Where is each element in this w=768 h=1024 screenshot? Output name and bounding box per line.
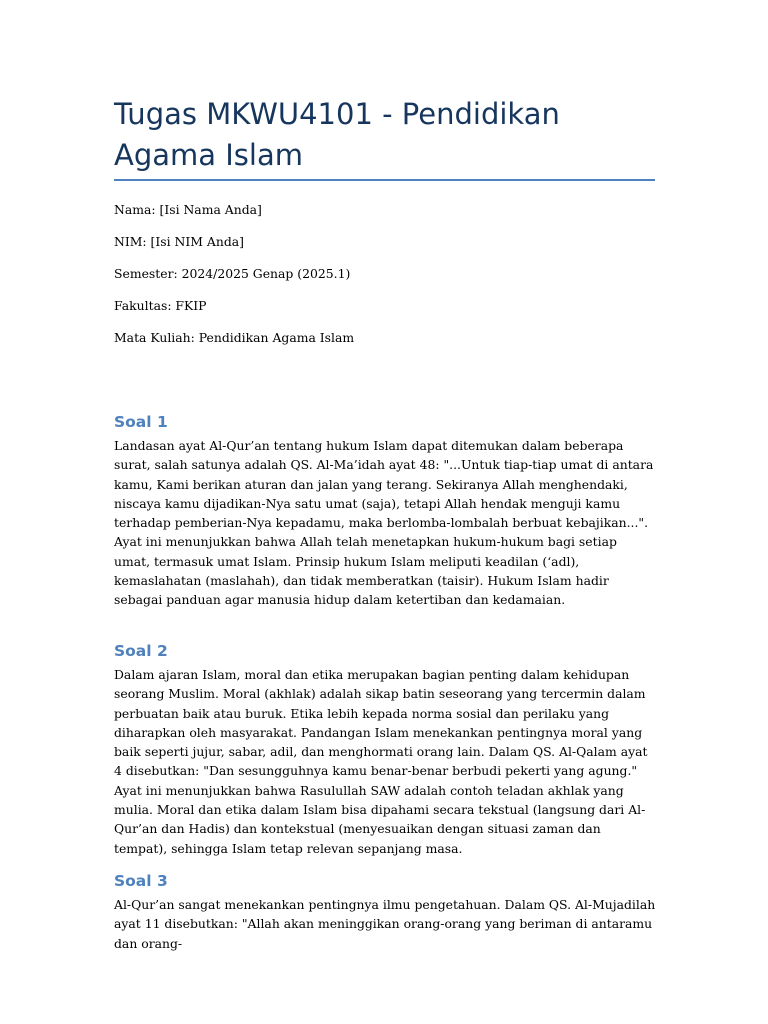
section-soal-1 [114, 412, 656, 610]
section-body: Landasan ayat Al-Qur’an tentang hukum Islam dapat ditemukan dalam beberapa surat, salah satunya adalah QS. Al-Ma’idah ayat 48: "...Untuk tiap-tiap umat di antara kamu, Kami berikan aturan dan jalan yang terang. Sekiranya Allah menghendaki, niscaya kamu dijadikan-Nya satu umat (saja), tetapi Allah hendak menguji kamu terhadap pemberian-Nya kepadamu, maka berlomba-lombalah berbuat kebajikan...". Ayat ini menunjukkan bahwa Allah telah menetapkan hukum-hukum bagi setiap umat, termasuk umat Islam. Prinsip hukum Islam meliputi keadilan (‘adl), kemaslahatan (maslahah), dan tidak memberatkan (taisir). Hukum Islam hadir sebagai panduan agar manusia hidup dalam ketertiban dan kedamaian. [114, 438, 654, 608]
section-soal-2 [114, 641, 656, 858]
section-body: Al-Qur’an sangat menekankan pentingnya ilmu pengetahuan. Dalam QS. Al-Mujadilah ayat 11 disebutkan: "Allah akan meninggikan orang-orang yang beriman di antaramu dan orang- [114, 897, 656, 951]
section-soal-3 [114, 871, 656, 953]
meta-nim: NIM: [Isi NIM Anda] [114, 234, 244, 249]
document-title: Tugas MKWU4101 - Pendidikan Agama Islam [114, 97, 560, 172]
meta-course: Mata Kuliah: Pendidikan Agama Islam [114, 330, 355, 345]
title-underline [114, 179, 655, 181]
section-heading: Soal 2 [114, 642, 168, 660]
section-heading: Soal 1 [114, 413, 168, 431]
meta-name: Nama: [Isi Nama Anda] [114, 202, 262, 217]
section-body: Dalam ajaran Islam, moral dan etika merupakan bagian penting dalam kehidupan seorang Muslim. Moral (akhlak) adalah sikap batin seseorang yang tercermin dalam perbuatan baik atau buruk. Etika lebih kepada norma sosial dan perilaku yang diharapkan oleh masyarakat. Pandangan Islam menekankan pentingnya moral yang baik seperti jujur, sabar, adil, dan menghormati orang lain. Dalam QS. Al-Qalam ayat 4 disebutkan: "Dan sesungguhnya kamu benar-benar berbudi pekerti yang agung." Ayat ini menunjukkan bahwa Rasulullah SAW adalah contoh teladan akhlak yang mulia. Moral dan etika dalam Islam bisa dipahami secara tekstual (langsung dari Al-Qur’an dan Hadis) dan kontekstual (menyesuaikan dengan situasi zaman dan tempat), sehingga Islam tetap relevan sepanjang masa. [114, 667, 648, 856]
meta-faculty: Fakultas: FKIP [114, 298, 207, 313]
section-heading: Soal 3 [114, 872, 168, 890]
meta-semester: Semester: 2024/2025 Genap (2025.1) [114, 266, 351, 281]
